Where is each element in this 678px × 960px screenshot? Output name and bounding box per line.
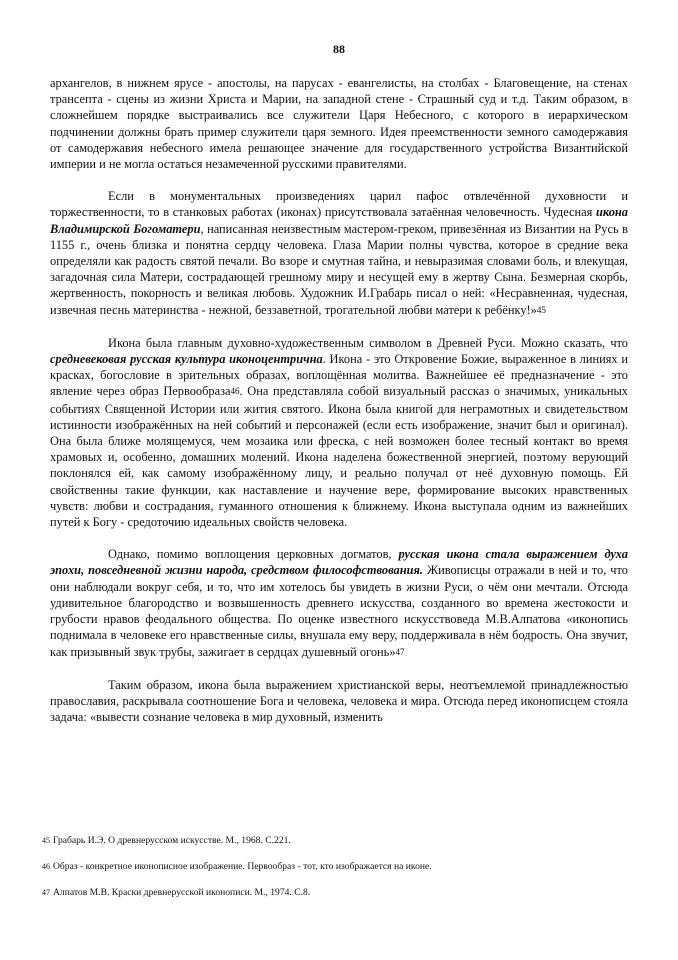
paragraph-5: Таким образом, икона была выражением христианской веры, неотъемлемой принадлежностью православия, раскрывала соотношение Бога и человека, человека и мира. Отсюда перед иконописцем стояла задача: «вывести сознание человека в мир духовный, изменить — [50, 677, 628, 725]
footnote-number: 45 — [42, 836, 50, 845]
main-text — [50, 75, 628, 725]
emphasis-vladimir-icon: икона Владимирской Богоматери — [50, 205, 628, 236]
paragraph-4 — [50, 546, 628, 660]
footnote-46 — [42, 861, 642, 873]
emphasis-spirit-of-epoch: русская икона стала выражением духа эпохи, повседневной жизни народа, средством философствования. — [50, 547, 629, 578]
footnote-text: Грабарь И.Э. О древнерусском искусстве. М., 1968. С.221. — [53, 835, 291, 846]
paragraph-2-text-c: , написанная неизвестным мастером-греком, привезённая из Византии на Русь в 1155 г., очень близка и понятна сердцу человека. Глаза Марии полны чувства, которое в средние века определяли как радость святой печали. Во взоре и смутная тайна, и невыразимая словами боль, и влекущая, загадочная сила Матери, сострадающей грешному миру и несущей ему в жертву Сына. Безмерная скорбь, жертвенность, покорность и великая любовь. Художник И.Грабарь писал о ней: «Несравненная, чудесная, извечная песнь материнства - нежной, беззаветной, трогательной любви матери к ребёнку!» — [50, 221, 629, 317]
footnote-47 — [42, 887, 642, 899]
paragraph-2 — [50, 188, 628, 319]
page-number: 88 — [333, 42, 345, 56]
paragraph-3 — [50, 335, 628, 530]
footnote-text: Алпатов М.В. Краски древнерусской иконописи. М., 1974. С.8. — [53, 887, 311, 898]
paragraph-3-text-d: . Она представляла собой визуальный рассказ о значимых, уникальных событиях Священной Истории или жития святого. Икона была книгой для неграмотных и свидетельством истинности изображённых на ней событий и персонажей (если есть изображение, значит был и оригинал). Она была ближе молящемуся, чем мозаика или фреска, с ней возможен более тесный контакт во время храмовых и, особенно, домашних молений. Икона наделена божественной энергией, поэтому верующий поклонялся ей, как самому изображённому лицу, и реально получал от неё духовную помощь. Ей свойственны такие функции, как наставление и научение вере, формирование высоких нравственных чувств: любви и сострадания, гуманного отношения к ближнему. Икона выступала одним из важнейших путей к Богу - средоточию идеальных свойств человека. — [50, 384, 628, 530]
footnote-number: 47 — [42, 888, 50, 897]
footnote-ref-46[interactable]: 46 — [230, 386, 240, 397]
footnote-ref-47[interactable]: 47 — [395, 646, 405, 657]
footnote-ref-45[interactable]: 45 — [536, 304, 546, 315]
footnote-number: 46 — [42, 862, 50, 871]
footnotes — [42, 835, 642, 913]
paragraph-4-text-a: Однако, помимо воплощения церковных догматов, — [108, 547, 399, 562]
footnote-text: Образ - конкретное иконописное изображение. Первообраз - тот, кто изображается на иконе. — [53, 861, 432, 872]
paragraph-3-text-a: Икона была главным духовно-художественным символом в Древней Руси. Можно сказать, что — [108, 335, 628, 350]
emphasis-iconocentric: средневековая русская культура иконоцентрична — [50, 352, 323, 367]
paragraph-2-text-a: Если в монументальных произведениях царил пафос отвлечённой духовности и торжественности, то в станковых работах (иконах) присутствовала затаённая человечность. Чудесная — [50, 189, 628, 220]
footnote-45 — [42, 835, 642, 847]
paragraph-3-text-c: . Икона - это Откровение Божие, выраженное в линиях и красках, богословие в зрительных образах, воплощённая молитва. Важнейшее её предназначение - это явление через образ Первообраза — [50, 352, 629, 399]
paragraph-1: архангелов, в нижнем ярусе - апостолы, на парусах - евангелисты, на столбах - Благовещение, на стенах трансепта - сцены из жизни Христа и Марии, на западной стене - Страшный суд и т.д. Таким образом, в сложнейшем порядке выстраивались все служители Царя Небесного, с которого в иерархическом подчинении должны брать пример служители царя земного. Идея преемственности земного самодержавия от самодержавия небесного имела решающее значение для государственного устройства Византийской империи и не могла остаться незамеченной русскими правителями. — [50, 76, 628, 172]
paragraph-4-text-c: Живописцы отражали в ней и то, что они наблюдали вокруг себя, и то, что им хотелось бы увидеть в жизни Руси, о чём они мечтали. Отсюда удивительное благородство и возвышенность древнего искусства, созданного во времена жестокости и грубости нравов феодального общества. По оценке известного искусствоведа М.В.Алпатова «иконопись поднимала в человеке его нравственные силы, внушала ему веру, поддерживала в нём бодрость. Она звучит, как призывный звук трубы, зажигает в сердцах душевный огонь» — [50, 563, 628, 659]
